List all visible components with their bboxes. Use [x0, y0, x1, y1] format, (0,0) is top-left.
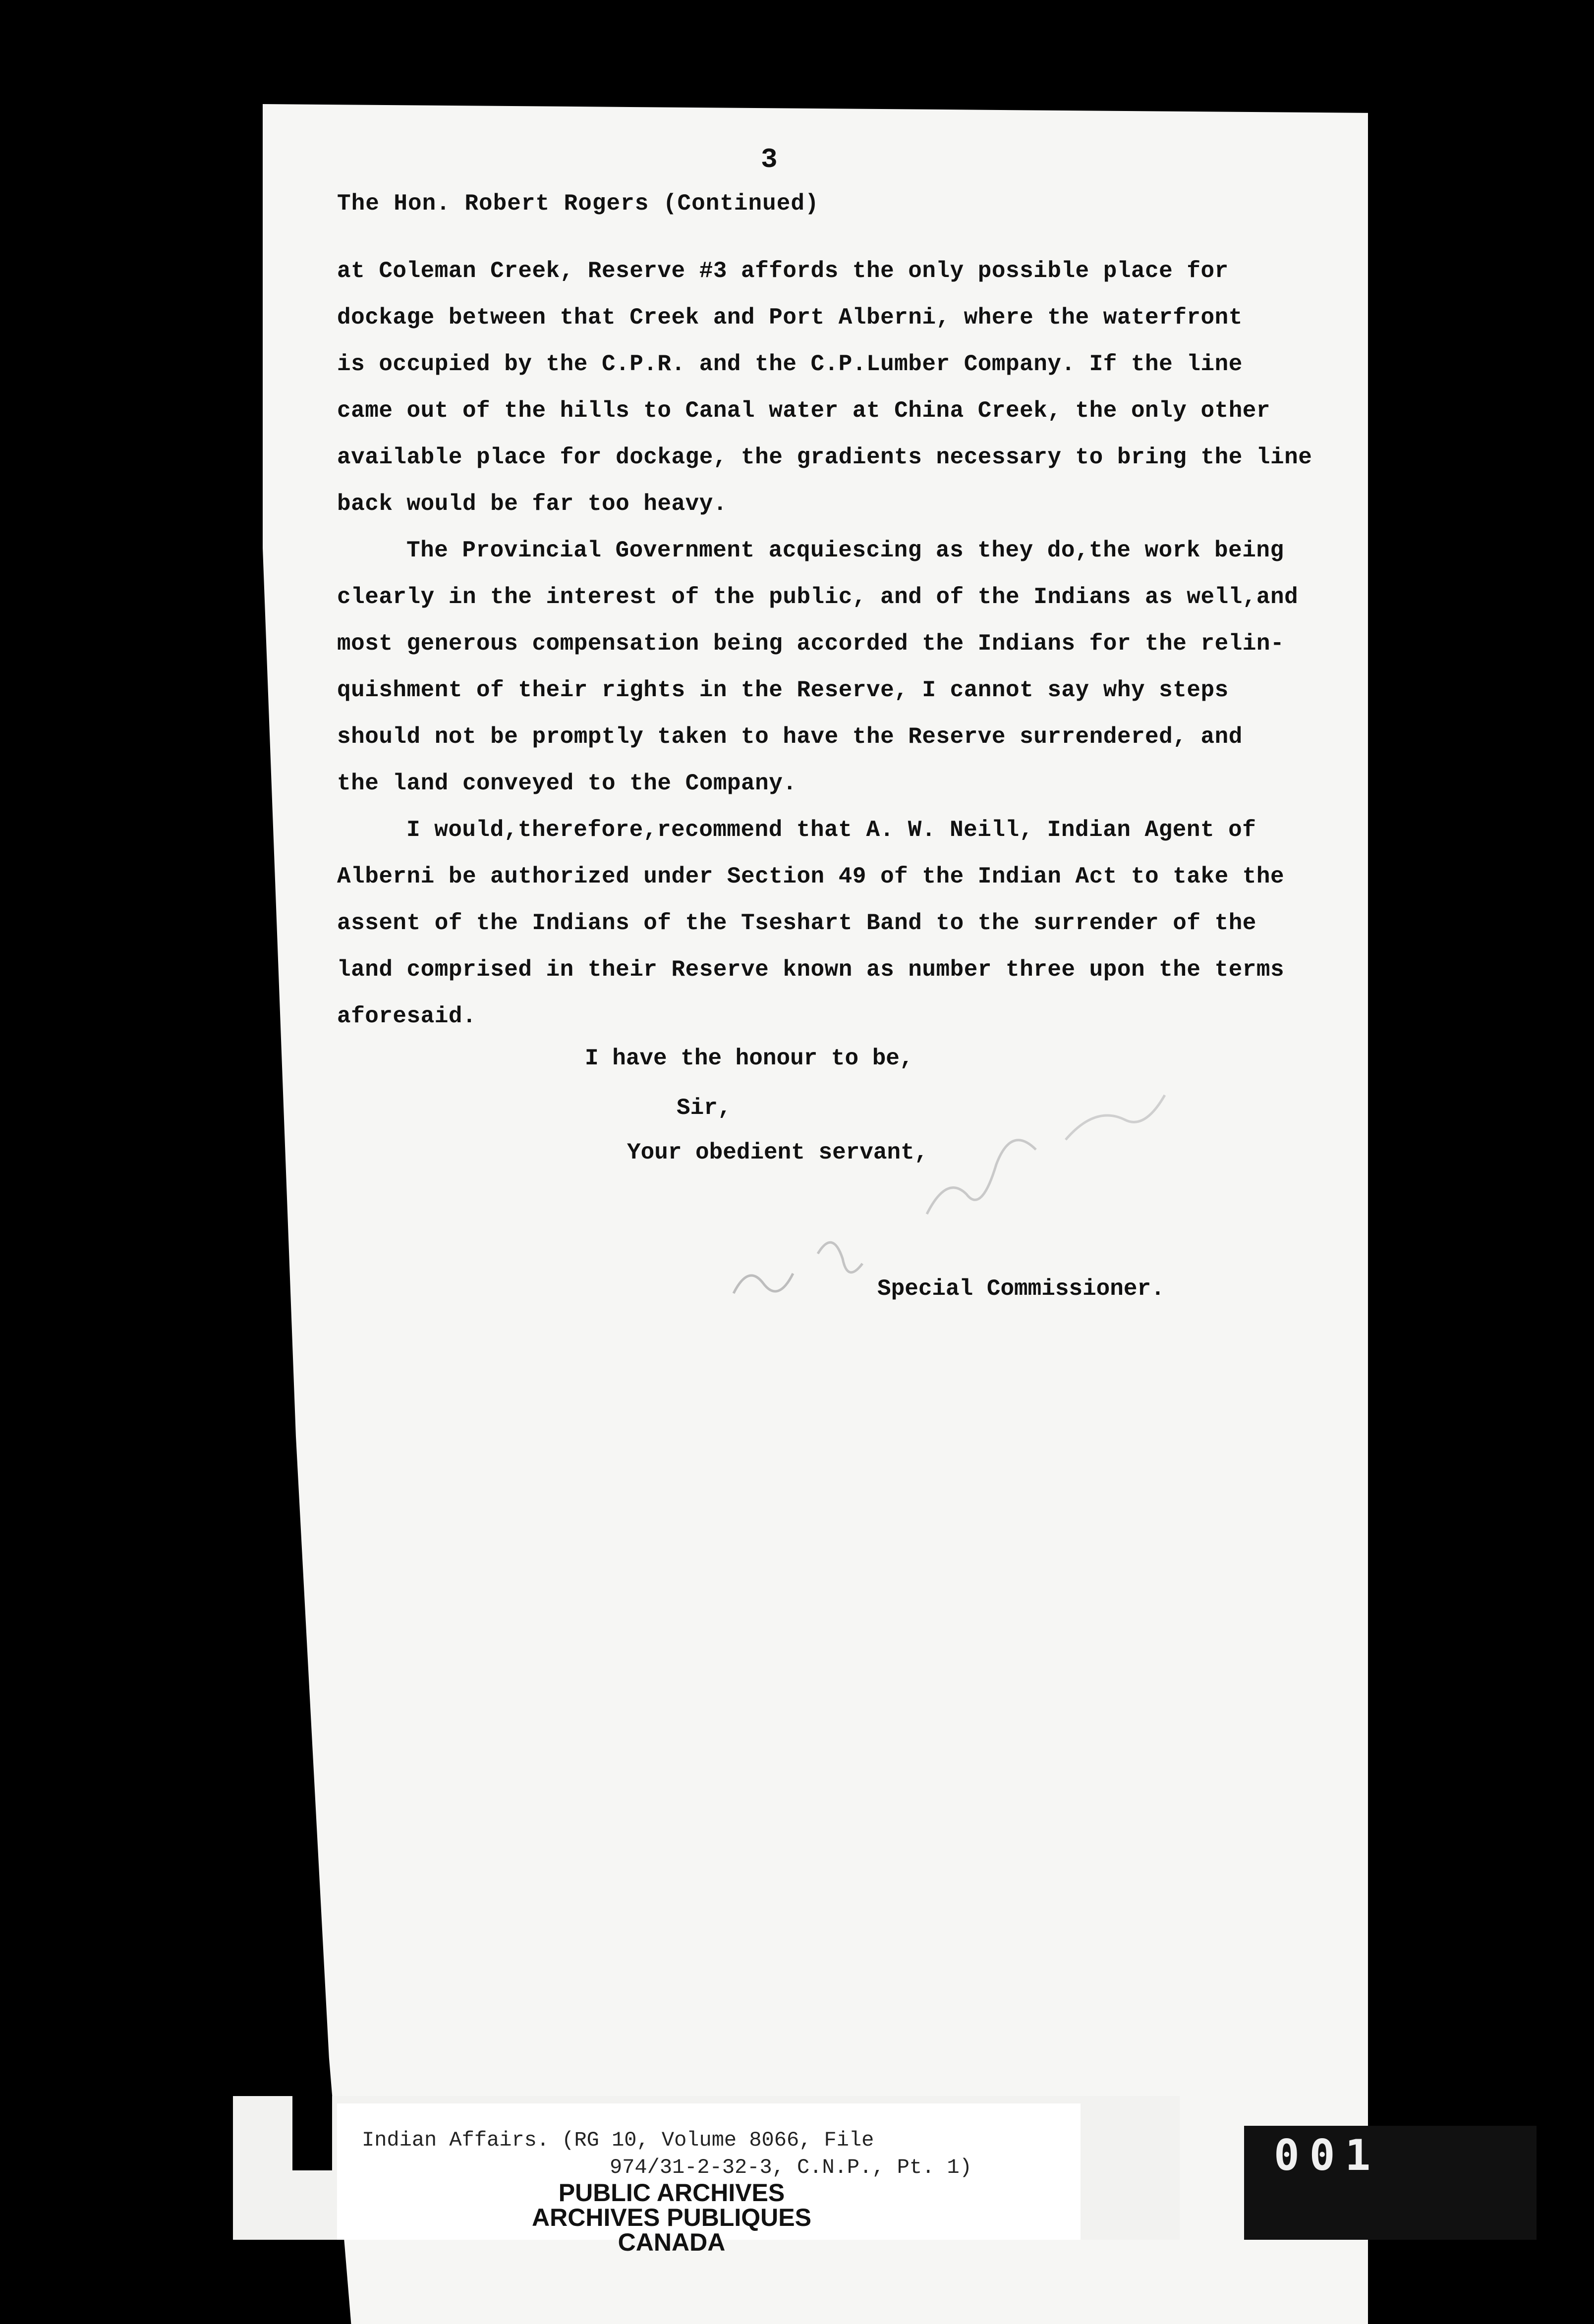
letter-heading: The Hon. Robert Rogers (Continued)	[337, 191, 819, 217]
body-line: is occupied by the C.P.R. and the C.P.Lumber Company. If the line	[337, 351, 1243, 377]
archives-line: PUBLIC ARCHIVES	[558, 2179, 785, 2207]
body-line: should not be promptly taken to have the Reserve surrendered, and	[337, 724, 1243, 750]
body-line: aforesaid.	[337, 1003, 477, 1029]
closing-line: I have the honour to be,	[585, 1046, 913, 1071]
page-number: 3	[761, 144, 778, 175]
archives-line: ARCHIVES PUBLIQUES	[532, 2204, 811, 2231]
body-line: most generous compensation being accorded the Indians for the relin-	[337, 631, 1285, 657]
label-notch	[292, 2096, 332, 2170]
signatory-title: Special Commissioner.	[877, 1276, 1165, 1302]
label-reference-line: 974/31-2-32-3, C.N.P., Pt. 1)	[610, 2156, 972, 2179]
body-line: dockage between that Creek and Port Alberni, where the waterfront	[337, 305, 1243, 331]
closing-servant: Your obedient servant,	[627, 1140, 928, 1165]
body-line: available place for dockage, the gradients necessary to bring the line	[337, 444, 1312, 470]
body-line: the land conveyed to the Company.	[337, 771, 797, 796]
archives-stamp	[491, 2180, 853, 2255]
body-line: quishment of their rights in the Reserve, I cannot say why steps	[337, 677, 1229, 703]
body-line: assent of the Indians of the Tseshart Band to the surrender of the	[337, 910, 1256, 936]
body-line: at Coleman Creek, Reserve #3 affords the only possible place for	[337, 258, 1229, 284]
body-line: The Provincial Government acquiescing as they do,the work being	[406, 538, 1284, 563]
label-reference-line: Indian Affairs. (RG 10, Volume 8066, File	[362, 2128, 874, 2152]
archives-line: CANADA	[618, 2228, 726, 2256]
body-line: Alberni be authorized under Section 49 of the Indian Act to take the	[337, 864, 1285, 889]
body-line: I would,therefore,recommend that A. W. Neill, Indian Agent of	[406, 817, 1256, 843]
body-line: back would be far too heavy.	[337, 491, 727, 517]
frame-number: 001	[1274, 2131, 1381, 2180]
body-line: came out of the hills to Canal water at China Creek, the only other	[337, 398, 1271, 424]
letter-body	[337, 248, 1328, 1040]
body-line: clearly in the interest of the public, and of the Indians as well,and	[337, 584, 1299, 610]
closing-salutation: Sir,	[677, 1095, 732, 1121]
body-line: land comprised in their Reserve known as number three upon the terms	[337, 957, 1285, 983]
